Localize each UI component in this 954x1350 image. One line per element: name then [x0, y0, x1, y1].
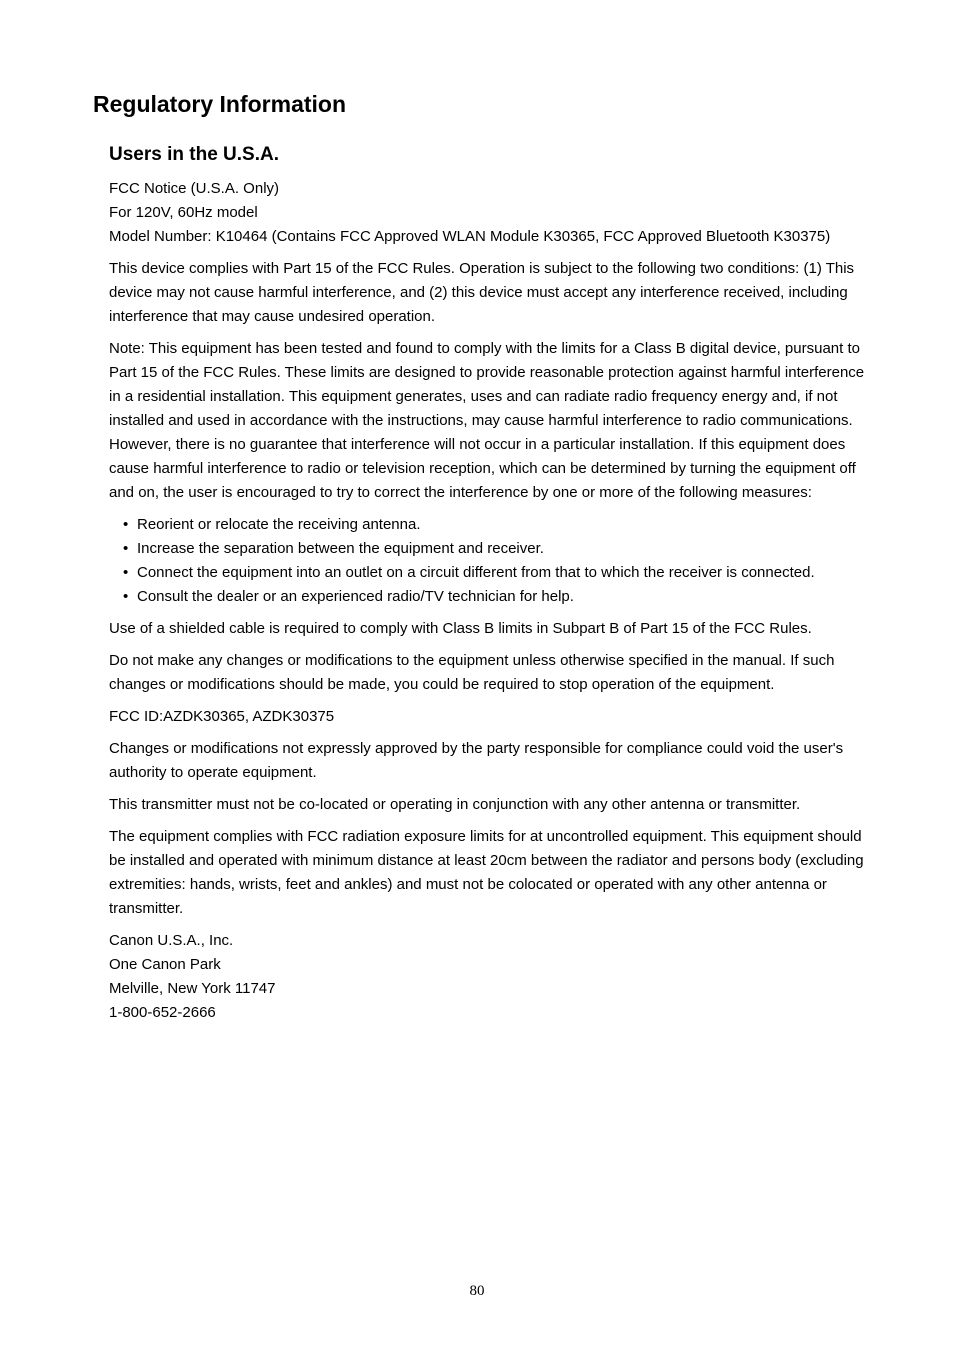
bullet-marker: • — [123, 516, 129, 533]
measures-list — [109, 513, 869, 609]
no-modifications-paragraph: Do not make any changes or modifications to the equipment unless otherwise specified in the manual. If such changes or modifications should be made, you could be required to stop operation of the equipment. — [109, 652, 835, 693]
bullet-marker: • — [123, 564, 129, 581]
section-subtitle: Users in the U.S.A. — [109, 144, 279, 165]
list-item — [123, 537, 869, 561]
fcc-id-paragraph: FCC ID:AZDK30365, AZDK30375 — [109, 708, 335, 725]
list-item — [123, 561, 869, 585]
page-title: Regulatory Information — [93, 91, 347, 117]
conditions-paragraph: This device complies with Part 15 of the FCC Rules. Operation is subject to the following two conditions: (1) This device may not cause harmful interference, and (2) this device must accept any interference received, including interference that may cause undesired operation. — [109, 260, 855, 325]
colocated-paragraph: This transmitter must not be co-located or operating in conjunction with any other antenna or transmitter. — [109, 796, 801, 813]
list-item — [123, 585, 869, 609]
address-company: Canon U.S.A., Inc. — [109, 932, 234, 949]
bullet-marker: • — [123, 588, 129, 605]
list-item — [123, 513, 869, 537]
address-city: Melville, New York 11747 — [109, 980, 276, 997]
shielded-cable-paragraph: Use of a shielded cable is required to comply with Class B limits in Subpart B of Part 15 of the FCC Rules. — [109, 620, 812, 637]
list-item-text: Reorient or relocate the receiving antenna. — [137, 516, 421, 533]
radiation-exposure-paragraph: The equipment complies with FCC radiation exposure limits for at uncontrolled equipment. This equipment should be installed and operated with minimum distance at least 20cm between the radiator and persons body (excluding extremities: hands, wrists, feet and ankles) and must not be colocated or operated with any other antenna or transmitter. — [109, 828, 864, 917]
address-street: One Canon Park — [109, 956, 221, 973]
list-item-text: Increase the separation between the equipment and receiver. — [137, 540, 544, 557]
list-item-text: Connect the equipment into an outlet on a circuit different from that to which the receiver is connected. — [137, 564, 815, 581]
header-line-model-power: For 120V, 60Hz model — [109, 204, 258, 221]
address-phone: 1-800-652-2666 — [109, 1004, 216, 1021]
void-authority-paragraph: Changes or modifications not expressly approved by the party responsible for compliance could void the user's authority to operate equipment. — [109, 740, 844, 781]
note-paragraph: Note: This equipment has been tested and found to comply with the limits for a Class B digital device, pursuant to Part 15 of the FCC Rules. These limits are designed to provide reasonable protection against harmful interference in a residential installation. This equipment generates, uses and can radiate radio frequency energy and, if not installed and used in accordance with the instructions, may cause harmful interference to radio communications. — [109, 340, 865, 429]
however-paragraph: However, there is no guarantee that interference will not occur in a particular installation. If this equipment does cause harmful interference to radio or television reception, which can be determined by turning the equipment off and on, the user is encouraged to try to correct the interference by one or more of the following measures: — [109, 436, 856, 501]
page-number: 80 — [469, 1283, 485, 1299]
section-users-usa — [109, 142, 869, 1033]
bullet-marker: • — [123, 540, 129, 557]
header-line-model-number: Model Number: K10464 (Contains FCC Approved WLAN Module K30365, FCC Approved Bluetooth K30375) — [109, 228, 831, 245]
list-item-text: Consult the dealer or an experienced radio/TV technician for help. — [137, 588, 574, 605]
fcc-notice-header — [109, 177, 869, 249]
header-line-notice: FCC Notice (U.S.A. Only) — [109, 180, 280, 197]
company-address — [109, 929, 869, 1025]
